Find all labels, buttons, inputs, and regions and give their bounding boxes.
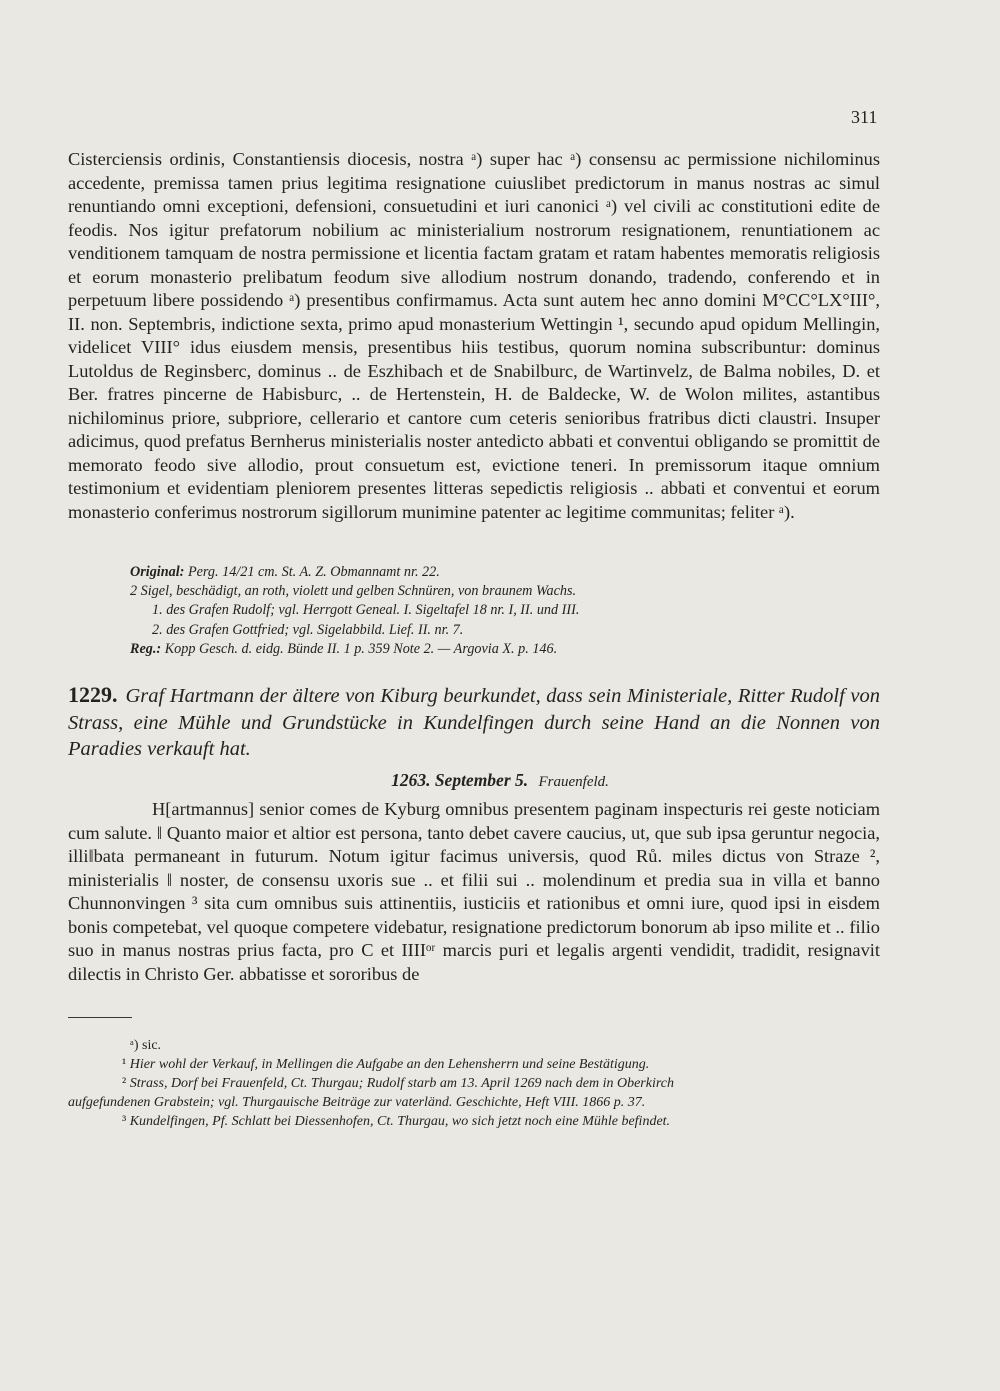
document-date: 1263. September 5. xyxy=(391,770,529,790)
original-note xyxy=(68,563,880,582)
regest-note xyxy=(68,640,880,659)
regest-text: Kopp Gesch. d. eidg. Bünde II. 1 p. 359 Note 2. — Argovia X. p. 146. xyxy=(164,640,558,657)
original-label: Original: xyxy=(130,564,185,580)
seal-note: 2 Sigel, beschädigt, an roth, violett und gelben Schnüren, von braunem Wachs. xyxy=(130,583,577,600)
footnote-3-marker: ³ xyxy=(122,1114,127,1129)
document-summary: Graf Hartmann der ältere von Kiburg beurkundet, dass sein Ministeriale, Ritter Rudolf von Strass, eine Mühle und Grundstücke in Kundelfingen durch seine Hand an die Nonnen von Paradies verkauft hat. xyxy=(68,685,880,760)
charter-text-continued: Cisterciensis ordinis, Constantiensis diocesis, nostra ᵃ) super hac ᵃ) consensu ac permissione nichilominus accedente, premissa tamen prius legitima resignatione cuiuslibet predictorum in manus nostras ac simul renuntiando omni exceptioni, defensioni, consuetudini et iuri canonici ᵃ) vel civili ac constitutioni edite de feodis. Nos igitur prefatorum nobilium ac ministerialium nostrorum resignationem, renuntiationem ac venditionem tamquam de nostra permissione et licentia factam gratam et ratam habentes memoratis religiosis et eorum monasterio prelibatum feodum sive allodium nostrum donando, tradendo, conferendo et in perpetuum libere possidendo ᵃ) presentibus confirmamus. Acta sunt autem hec anno domini M°CC°LX°III°, II. non. Septembris, indictione sexta, primo apud monasterium Wettingin ¹, secundo apud opidum Mellingin, videlicet VIII° idus eiusdem mensis, presentibus hiis testibus, quorum nomina subscribuntur: dominus Lutoldus de Reginsberc, dominus .. de Eszhibach et de Snabilburc, de Wartinvelz, de Balma nobiles, D. et Ber. fratres pincerne de Habisburc, .. de Hertenstein, H. de Baldecke, W. de Wolon milites, astantibus nichilominus priore, subpriore, cellerario et cantore cum ceteris senioribus fratribus dicti claustri. Insuper adicimus, quod prefatus Bernherus ministerialis noster antedicto abbati et conventui obligando se promittit de memorato feodo sive allodio, prout consuetum est, evictione teneri. In premissorum itaque omnium testimonium et evidentiam pleniorem presentes litteras sepedictis religiosis .. abbati et conventui et eorum monasterio conferimus nostrorum sigillorum munimine patenter ac legitime communitas; feliter ᵃ). xyxy=(68,149,880,522)
footnote-2-marker: ² xyxy=(122,1076,127,1091)
regest-label: Reg.: xyxy=(130,640,162,657)
footnote-divider xyxy=(68,1017,132,1018)
document-place: Frauenfeld. xyxy=(538,774,609,790)
footnote-1 xyxy=(68,1055,880,1074)
seal-1-note: 1. des Grafen Rudolf; vgl. Herrgott Geneal. I. Sigeltafel 18 nr. I, II. und III. xyxy=(152,602,580,619)
document-heading xyxy=(68,682,880,763)
page-number: 311 xyxy=(851,107,878,127)
footnote-2 xyxy=(68,1074,880,1093)
document-number: 1229. xyxy=(68,682,118,707)
original-text: Perg. 14/21 cm. St. A. Z. Obmannamt nr. 22. xyxy=(187,564,440,580)
footnote-2-text-b: aufgefundenen Grabstein; vgl. Thurgauische Beiträge zur vaterländ. Geschichte, Heft VIII. 1866 p. 37. xyxy=(68,1095,646,1110)
footnote-1-text: Hier wohl der Verkauf, in Mellingen die Aufgabe an den Lehensherrn und seine Bestätigung. xyxy=(129,1057,650,1072)
charter-text: H[artmannus] senior comes de Kyburg omnibus presentem paginam inspecturis rei geste noticiam cum salute. ‖ Quanto maior et altior est persona, tanto debet cavere caucius, ut, que sub ipsa geruntur negocia, illi‖bata permaneant in futurum. Notum igitur facimus universis, quod Rů. miles dictus von Straze ², ministerialis ‖ noster, de consensu uxoris sue .. et filii sui .. molendinum et predia sua in villa et banno Chunnonvingen ³ sita cum omnibus suis attinentiis, iusticiis et rationibus et omni iure, quod ipsi in eisdem bonis competebat, vel quoque competere videbatur, resignatione predictorum bonorum ab ipso milite et .. filio suo in manus nostras prius facta, pro C et IIIIᵒʳ marcis puri et legalis argenti vendidit, tradidit, resignavit dilectis in Christo Ger. abbatisse et sororibus de xyxy=(68,799,880,984)
source-notes xyxy=(68,563,880,659)
footnote-3-text: Kundelfingen, Pf. Schlatt bei Diessenhofen, Ct. Thurgau, wo sich jetzt noch eine Mühle befindet. xyxy=(129,1114,671,1129)
footnote-1-marker: ¹ xyxy=(122,1057,127,1072)
footnote-3 xyxy=(68,1112,880,1131)
seal-2-note: 2. des Grafen Gottfried; vgl. Sigelabbild. Lief. II. nr. 7. xyxy=(152,621,464,638)
footnote-a: ᵃ) sic. xyxy=(130,1038,162,1053)
footnote-2-text-a: Strass, Dorf bei Frauenfeld, Ct. Thurgau; Rudolf starb am 13. April 1269 nach dem in Oberkirch xyxy=(129,1076,675,1091)
date-line xyxy=(0,770,1000,791)
footnotes xyxy=(68,1036,880,1131)
